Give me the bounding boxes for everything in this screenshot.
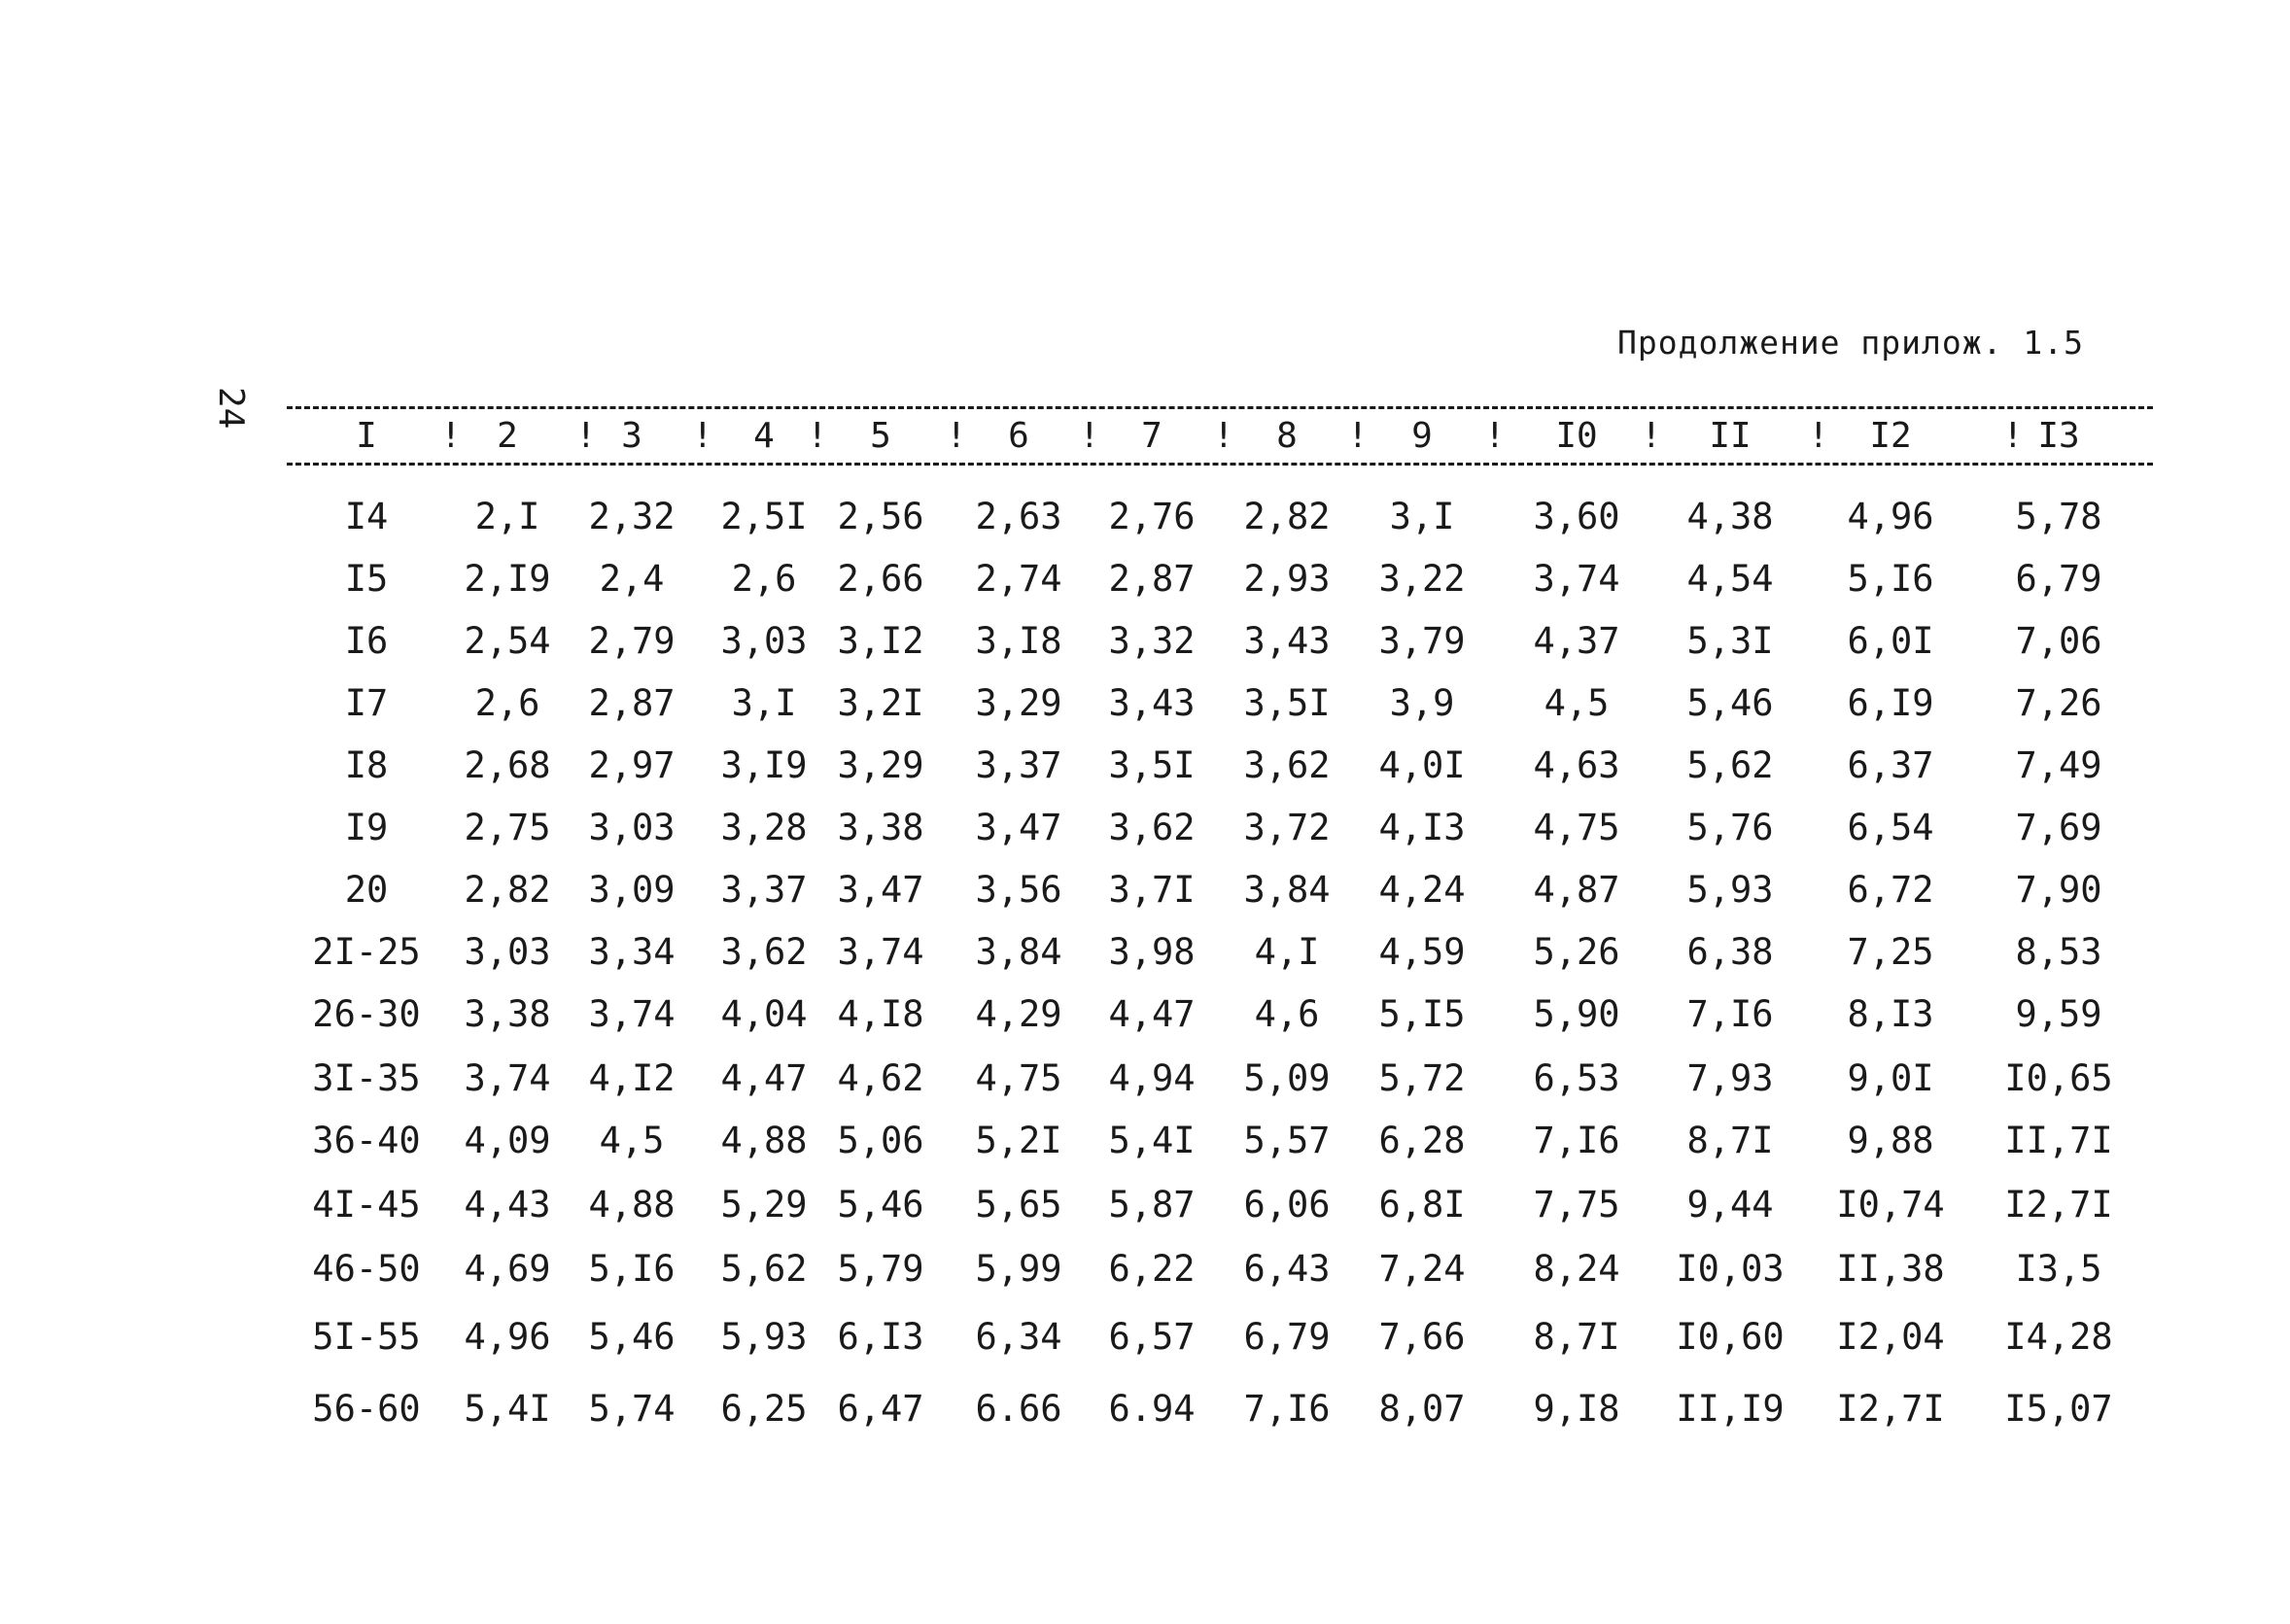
table-cell: 3,62 — [720, 931, 808, 973]
table-cell: 4,43 — [464, 1184, 551, 1226]
table-cell: I0,60 — [1676, 1316, 1785, 1358]
column-header: I — [356, 416, 377, 456]
column-separator: ! — [575, 416, 597, 456]
table-row — [0, 1120, 2290, 1168]
table-cell: 5,74 — [588, 1388, 676, 1430]
table-cell: 4,69 — [464, 1248, 551, 1290]
table-cell: 5,62 — [720, 1248, 808, 1290]
table-cell: I5,07 — [2004, 1388, 2113, 1430]
table-cell: 3,60 — [1533, 496, 1620, 537]
column-header: 4 — [753, 416, 775, 456]
table-cell: 9,0I — [1847, 1057, 1934, 1099]
table-cell: 4,I — [1254, 931, 1320, 973]
table-cell: 7,69 — [2015, 807, 2102, 848]
table-cell: 5,99 — [975, 1248, 1062, 1290]
table-cell: 8,07 — [1378, 1388, 1466, 1430]
table-cell: 3,09 — [588, 869, 676, 911]
table-cell: 6,06 — [1243, 1184, 1331, 1226]
table-cell: 6,28 — [1378, 1120, 1466, 1161]
row-label-cell: 36-40 — [312, 1120, 421, 1161]
table-cell: 5,76 — [1686, 807, 1774, 848]
table-cell: II,38 — [1836, 1248, 1945, 1290]
table-cell: 2,I9 — [464, 558, 551, 600]
table-cell: 6,I9 — [1847, 682, 1934, 724]
table-cell: 5,79 — [837, 1248, 924, 1290]
table-cell: 3,9 — [1389, 682, 1455, 724]
table-cell: 3,98 — [1108, 931, 1196, 973]
row-label-cell: I5 — [344, 558, 389, 600]
table-cell: 9,59 — [2015, 993, 2102, 1035]
table-cell: 3,38 — [464, 993, 551, 1035]
table-cell: 6,25 — [720, 1388, 808, 1430]
table-cell: 2,97 — [588, 744, 676, 786]
table-row — [0, 1057, 2290, 1106]
table-cell: 9,I8 — [1533, 1388, 1620, 1430]
row-label-cell: 20 — [344, 869, 389, 911]
table-cell: 4,0I — [1378, 744, 1466, 786]
table-cell: 4,09 — [464, 1120, 551, 1161]
table-cell: 9,88 — [1847, 1120, 1934, 1161]
column-separator: ! — [1484, 416, 1506, 456]
table-cell: 3,74 — [588, 993, 676, 1035]
table-cell: 4,88 — [588, 1184, 676, 1226]
table-cell: 3,28 — [720, 807, 808, 848]
column-header: I2 — [1869, 416, 1912, 456]
column-separator: ! — [1347, 416, 1369, 456]
table-cell: 3,29 — [837, 744, 924, 786]
table-cell: 7,90 — [2015, 869, 2102, 911]
table-cell: 6,79 — [1243, 1316, 1331, 1358]
table-cell: 2,76 — [1108, 496, 1196, 537]
row-label-cell: I4 — [344, 496, 389, 537]
table-cell: 4,63 — [1533, 744, 1620, 786]
table-cell: 2,5I — [720, 496, 808, 537]
table-header-row — [0, 416, 2290, 459]
table-cell: 3,56 — [975, 869, 1062, 911]
table-cell: 2,87 — [588, 682, 676, 724]
table-cell: 3,I9 — [720, 744, 808, 786]
table-cell: 3,43 — [1243, 620, 1331, 662]
table-cell: 5,3I — [1686, 620, 1774, 662]
table-cell: 3,74 — [837, 931, 924, 973]
table-cell: II,I9 — [1676, 1388, 1785, 1430]
table-cell: 3,I — [1389, 496, 1455, 537]
table-cell: 6.94 — [1108, 1388, 1196, 1430]
table-cell: I2,7I — [2004, 1184, 2113, 1226]
table-cell: 3,37 — [975, 744, 1062, 786]
table-row — [0, 1248, 2290, 1296]
column-header: 6 — [1008, 416, 1029, 456]
table-cell: 6,22 — [1108, 1248, 1196, 1290]
table-cell: 3,47 — [975, 807, 1062, 848]
table-cell: 7,I6 — [1686, 993, 1774, 1035]
table-cell: 5,72 — [1378, 1057, 1466, 1099]
table-cell: 5,09 — [1243, 1057, 1331, 1099]
table-row — [0, 869, 2290, 917]
table-cell: 3,03 — [464, 931, 551, 973]
table-cell: 2,6 — [474, 682, 540, 724]
table-cell: 3,I2 — [837, 620, 924, 662]
table-cell: 6,53 — [1533, 1057, 1620, 1099]
row-label-cell: 4I-45 — [312, 1184, 421, 1226]
table-cell: 8,7I — [1533, 1316, 1620, 1358]
table-cell: 5,46 — [588, 1316, 676, 1358]
table-cell: 4,24 — [1378, 869, 1466, 911]
table-cell: 3,22 — [1378, 558, 1466, 600]
row-label-cell: 5I-55 — [312, 1316, 421, 1358]
table-cell: 3,5I — [1243, 682, 1331, 724]
table-cell: 2,54 — [464, 620, 551, 662]
table-cell: 7,49 — [2015, 744, 2102, 786]
table-cell: 4,5 — [599, 1120, 665, 1161]
table-cell: 3,72 — [1243, 807, 1331, 848]
table-cell: 5,87 — [1108, 1184, 1196, 1226]
table-cell: 7,I6 — [1243, 1388, 1331, 1430]
table-row — [0, 807, 2290, 855]
row-label-cell: 3I-35 — [312, 1057, 421, 1099]
table-cell: 3,34 — [588, 931, 676, 973]
table-cell: 5,I5 — [1378, 993, 1466, 1035]
table-cell: 8,24 — [1533, 1248, 1620, 1290]
table-row — [0, 1316, 2290, 1365]
table-cell: 2,87 — [1108, 558, 1196, 600]
table-cell: 4,94 — [1108, 1057, 1196, 1099]
table-row — [0, 1388, 2290, 1436]
table-cell: 3,29 — [975, 682, 1062, 724]
table-row — [0, 620, 2290, 669]
table-cell: 7,06 — [2015, 620, 2102, 662]
table-cell: I3,5 — [2015, 1248, 2102, 1290]
table-cell: 6,38 — [1686, 931, 1774, 973]
table-cell: 3,84 — [975, 931, 1062, 973]
table-cell: 4,29 — [975, 993, 1062, 1035]
table-cell: 7,93 — [1686, 1057, 1774, 1099]
column-separator: ! — [440, 416, 462, 456]
page-number: 24 — [211, 387, 251, 430]
table-cell: 5,62 — [1686, 744, 1774, 786]
table-cell: I0,03 — [1676, 1248, 1785, 1290]
column-separator: ! — [1641, 416, 1662, 456]
table-cell: 6,57 — [1108, 1316, 1196, 1358]
table-cell: 4,75 — [975, 1057, 1062, 1099]
table-row — [0, 496, 2290, 544]
table-cell: 8,I3 — [1847, 993, 1934, 1035]
table-cell: 4,I2 — [588, 1057, 676, 1099]
table-cell: 6,34 — [975, 1316, 1062, 1358]
table-cell: 4,59 — [1378, 931, 1466, 973]
column-header: 9 — [1411, 416, 1433, 456]
table-cell: I4,28 — [2004, 1316, 2113, 1358]
table-cell: 4,I8 — [837, 993, 924, 1035]
column-header: 2 — [497, 416, 518, 456]
row-label-cell: I6 — [344, 620, 389, 662]
row-label-cell: 26-30 — [312, 993, 421, 1035]
table-cell: 2,66 — [837, 558, 924, 600]
table-cell: 3,43 — [1108, 682, 1196, 724]
table-cell: 7,24 — [1378, 1248, 1466, 1290]
table-cell: I0,74 — [1836, 1184, 1945, 1226]
column-separator: ! — [946, 416, 967, 456]
table-cell: 3,I — [731, 682, 797, 724]
table-cell: 3,7I — [1108, 869, 1196, 911]
table-cell: 4,87 — [1533, 869, 1620, 911]
table-cell: 2,82 — [464, 869, 551, 911]
table-row — [0, 993, 2290, 1042]
table-cell: 3,2I — [837, 682, 924, 724]
table-cell: 4,04 — [720, 993, 808, 1035]
table-cell: 5,2I — [975, 1120, 1062, 1161]
table-cell: II,7I — [2004, 1120, 2113, 1161]
row-label-cell: 46-50 — [312, 1248, 421, 1290]
table-cell: 2,82 — [1243, 496, 1331, 537]
table-cell: 7,I6 — [1533, 1120, 1620, 1161]
table-cell: 2,I — [474, 496, 540, 537]
table-cell: 5,65 — [975, 1184, 1062, 1226]
table-cell: 4,96 — [464, 1316, 551, 1358]
table-cell: 5,29 — [720, 1184, 808, 1226]
column-separator: ! — [1808, 416, 1829, 456]
column-separator: ! — [692, 416, 713, 456]
table-cell: 5,I6 — [1847, 558, 1934, 600]
table-cell: 5,93 — [720, 1316, 808, 1358]
table-cell: I2,7I — [1836, 1388, 1945, 1430]
header-top-rule — [287, 406, 2153, 409]
table-cell: 3,74 — [464, 1057, 551, 1099]
table-cell: 3,47 — [837, 869, 924, 911]
column-separator: ! — [807, 416, 828, 456]
table-cell: 2,93 — [1243, 558, 1331, 600]
table-cell: 5,57 — [1243, 1120, 1331, 1161]
row-label-cell: I9 — [344, 807, 389, 848]
table-cell: 2,56 — [837, 496, 924, 537]
table-cell: 2,74 — [975, 558, 1062, 600]
table-cell: 4,5 — [1544, 682, 1610, 724]
table-cell: 4,47 — [1108, 993, 1196, 1035]
table-cell: 4,6 — [1254, 993, 1320, 1035]
column-header: I3 — [2037, 416, 2080, 456]
table-cell: 6,8I — [1378, 1184, 1466, 1226]
table-row — [0, 744, 2290, 793]
table-cell: 6,47 — [837, 1388, 924, 1430]
table-cell: 3,37 — [720, 869, 808, 911]
row-label-cell: 2I-25 — [312, 931, 421, 973]
table-cell: 6,I3 — [837, 1316, 924, 1358]
table-cell: 4,37 — [1533, 620, 1620, 662]
table-cell: 8,7I — [1686, 1120, 1774, 1161]
table-cell: 5,4I — [464, 1388, 551, 1430]
table-cell: 5,I6 — [588, 1248, 676, 1290]
table-cell: 3,5I — [1108, 744, 1196, 786]
table-cell: 2,4 — [599, 558, 665, 600]
table-cell: 3,03 — [588, 807, 676, 848]
continuation-title: Продолжение прилож. 1.5 — [1617, 324, 2084, 362]
table-cell: 5,26 — [1533, 931, 1620, 973]
row-label-cell: I7 — [344, 682, 389, 724]
table-row — [0, 1184, 2290, 1232]
table-cell: 7,25 — [1847, 931, 1934, 973]
table-cell: 2,6 — [731, 558, 797, 600]
table-cell: 2,32 — [588, 496, 676, 537]
table-cell: I0,65 — [2004, 1057, 2113, 1099]
table-cell: 4,38 — [1686, 496, 1774, 537]
table-cell: 4,I3 — [1378, 807, 1466, 848]
table-cell: 9,44 — [1686, 1184, 1774, 1226]
table-cell: 4,88 — [720, 1120, 808, 1161]
row-label-cell: 56-60 — [312, 1388, 421, 1430]
table-cell: 5,46 — [1686, 682, 1774, 724]
table-cell: 5,90 — [1533, 993, 1620, 1035]
table-cell: 6,72 — [1847, 869, 1934, 911]
column-header: I0 — [1555, 416, 1598, 456]
table-cell: 6,37 — [1847, 744, 1934, 786]
table-cell: 2,68 — [464, 744, 551, 786]
table-cell: 7,66 — [1378, 1316, 1466, 1358]
table-cell: 3,84 — [1243, 869, 1331, 911]
column-separator: ! — [1213, 416, 1234, 456]
table-cell: 4,47 — [720, 1057, 808, 1099]
table-cell: 6,79 — [2015, 558, 2102, 600]
table-cell: 5,06 — [837, 1120, 924, 1161]
table-row — [0, 558, 2290, 606]
table-cell: 3,32 — [1108, 620, 1196, 662]
table-cell: 4,75 — [1533, 807, 1620, 848]
table-cell: 3,03 — [720, 620, 808, 662]
table-cell: 3,62 — [1108, 807, 1196, 848]
header-bottom-rule — [287, 463, 2153, 466]
column-header: 8 — [1276, 416, 1298, 456]
table-cell: 3,62 — [1243, 744, 1331, 786]
table-cell: 5,4I — [1108, 1120, 1196, 1161]
table-cell: 4,62 — [837, 1057, 924, 1099]
table-cell: 7,75 — [1533, 1184, 1620, 1226]
column-header: 7 — [1141, 416, 1162, 456]
table-cell: 3,74 — [1533, 558, 1620, 600]
table-cell: 8,53 — [2015, 931, 2102, 973]
column-header: II — [1709, 416, 1752, 456]
table-cell: 2,75 — [464, 807, 551, 848]
table-cell: 2,63 — [975, 496, 1062, 537]
table-cell: 4,54 — [1686, 558, 1774, 600]
table-cell: 5,46 — [837, 1184, 924, 1226]
table-cell: 3,38 — [837, 807, 924, 848]
table-row — [0, 931, 2290, 980]
table-row — [0, 682, 2290, 731]
row-label-cell: I8 — [344, 744, 389, 786]
column-separator: ! — [2002, 416, 2024, 456]
table-cell: 6,43 — [1243, 1248, 1331, 1290]
table-cell: 6,0I — [1847, 620, 1934, 662]
table-cell: 7,26 — [2015, 682, 2102, 724]
column-separator: ! — [1079, 416, 1100, 456]
column-header: 3 — [621, 416, 642, 456]
table-cell: 3,I8 — [975, 620, 1062, 662]
table-cell: 5,78 — [2015, 496, 2102, 537]
table-cell: 3,79 — [1378, 620, 1466, 662]
table-cell: 2,79 — [588, 620, 676, 662]
table-cell: 6,54 — [1847, 807, 1934, 848]
table-cell: 4,96 — [1847, 496, 1934, 537]
table-cell: I2,04 — [1836, 1316, 1945, 1358]
column-header: 5 — [870, 416, 891, 456]
table-cell: 5,93 — [1686, 869, 1774, 911]
table-cell: 6.66 — [975, 1388, 1062, 1430]
